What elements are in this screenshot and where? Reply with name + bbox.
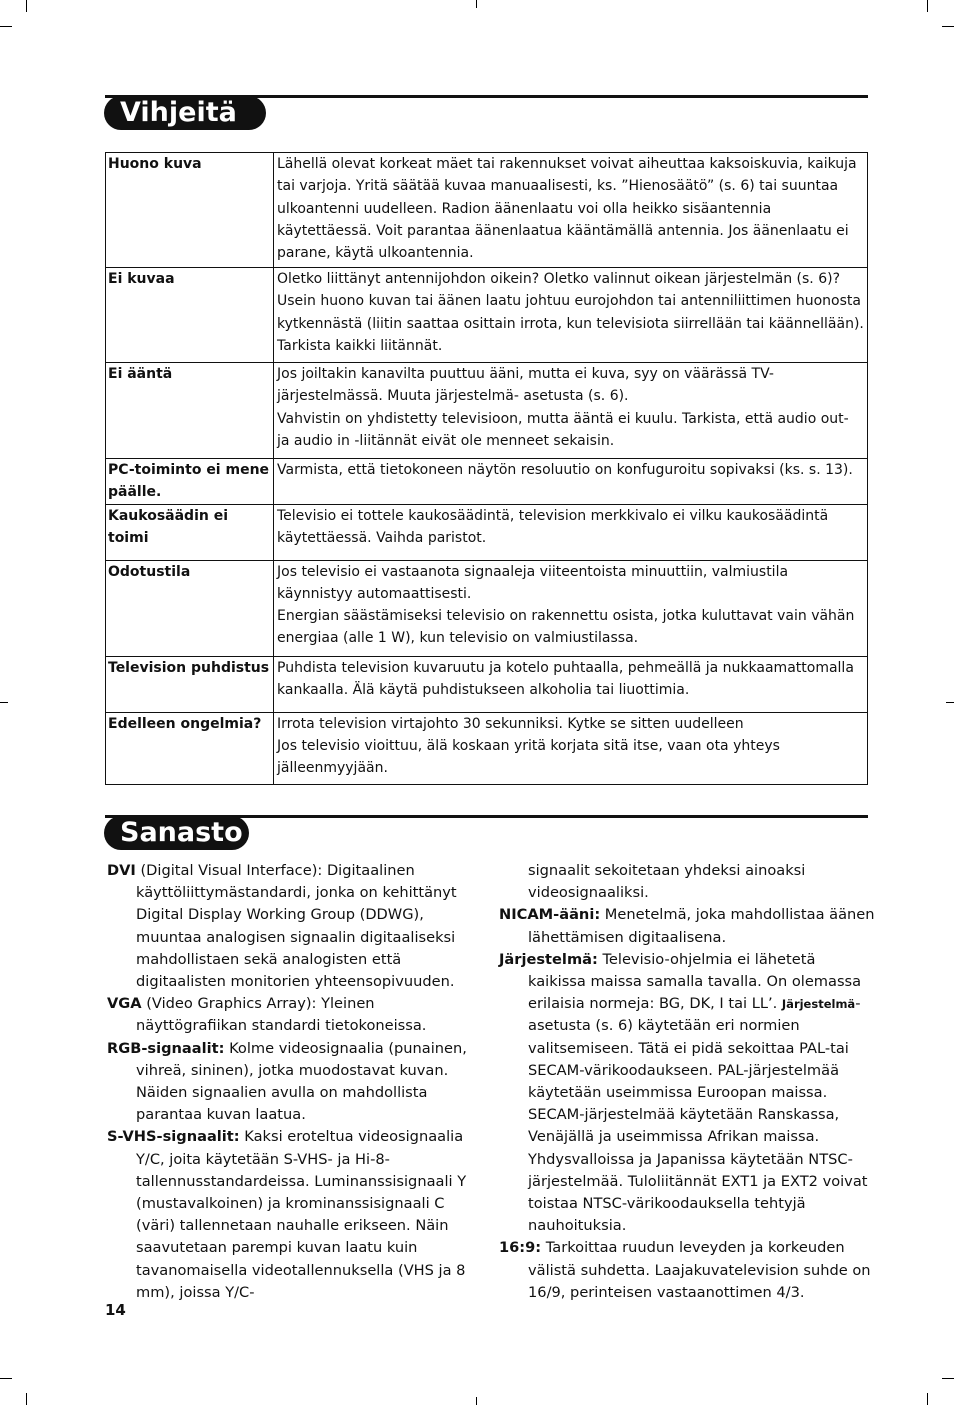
crop-mark	[927, 0, 928, 12]
tip-paragraph: Vahvistin on yhdistetty televisioon, mutta ääntä ei kuulu. Tarkista, että audio out- ja audio in -liitännät eivät ole menneet sekaisin.	[277, 410, 849, 449]
section-title-tips: Vihjeitä	[104, 96, 266, 130]
tip-paragraph: Oletko liittänyt antennijohdon oikein? Oletko valinnut oikean järjestelmän (s. 6)? Usein huono kuvan tai äänen laatu johtuu eurojohdon tai antenniliittimen huonosta kytkennästä (liitin saattaa osittain irrota, kun televisiota siirrellään tai käännellään). Tarkista kaikki liitännät.	[277, 271, 864, 354]
tip-solution	[274, 153, 868, 268]
glossary-entry	[499, 904, 877, 948]
glossary-entry	[499, 1237, 877, 1304]
tip-paragraph: Jos televisio vioittuu, älä koskaan yritä korjata sitä itse, vaan ota yhteys jälleenmyyjään.	[277, 737, 780, 777]
tips-row	[106, 363, 868, 459]
glossary-inline-term: Järjestelmä	[781, 997, 856, 1012]
tip-problem: Ei kuvaa	[106, 268, 274, 363]
tips-table	[105, 152, 868, 785]
glossary-entry	[107, 860, 485, 993]
crop-mark	[476, 0, 477, 8]
glossary-definition: Televisio-ohjelmia ei lähetetä kaikissa maissa samalla tavalla. On olemassa erilaisia normeja: BG, DK, I tai LL’.	[528, 950, 862, 1013]
glossary-term: 16:9:	[499, 1239, 542, 1257]
tip-solution	[274, 268, 868, 363]
glossary-term: NICAM-ääni:	[499, 906, 601, 924]
crop-mark	[0, 1378, 12, 1379]
glossary-definition: (Digital Visual Interface): Digitaalinen käyttöliittymästandardi, jonka on kehittänyt Digital Display Working Group (DDWG), muuntaa analogisen signaalin digitaaliseksi mahdollistaen sekä analogisten että digitaalisten monitorien yhteensopivuuden.	[135, 862, 457, 991]
tips-row	[106, 712, 868, 784]
page-number: 14	[105, 1301, 126, 1319]
glossary-term: VGA	[107, 995, 142, 1013]
tip-paragraph: Varmista, että tietokoneen näytön resoluutio on konfuguroitu sopivaksi (ks. s. 13).	[277, 462, 853, 478]
tip-problem: Television puhdistus	[106, 656, 274, 712]
glossary-entry	[107, 1126, 485, 1304]
glossary-term: S-VHS-signaalit:	[107, 1128, 240, 1146]
crop-mark	[0, 702, 8, 703]
tip-paragraph: Jos joiltakin kanavilta puuttuu ääni, mutta ei kuva, syy on väärässä TV-järjestelmässä. Muuta järjestelmä- asetusta (s. 6).	[277, 366, 774, 405]
tip-paragraph: Puhdista television kuvaruutu ja kotelo puhtaalla, pehmeällä ja nukkaamattomalla kankaalla. Älä käytä puhdistukseen alkoholia tai liuottimia.	[277, 659, 854, 698]
tip-problem: Ei ääntä	[106, 363, 274, 459]
tips-row	[106, 268, 868, 363]
glossary-definition: (Video Graphics Array): Yleinen näyttögrafiikan standardi tietokoneissa.	[136, 995, 427, 1035]
tip-problem: Kaukosäädin ei toimi	[106, 504, 274, 560]
glossary-definition: Kolme videosignaalia (punainen, vihreä, sininen), jotka muodostavat kuvan. Näiden signaalien avulla on mahdollista parantaa kuvan laatua.	[136, 1039, 467, 1124]
glossary-term: DVI	[107, 862, 136, 879]
glossary-definition: Kaksi eroteltua videosignaalia Y/C, joita käytetään S-VHS- ja Hi-8-tallennusstandardeissa. Luminanssisignaali Y (mustavalkoinen) ja krominanssisignaali C (väri) tallennetaan nauhalle erikseen. Näin saavutetaan parempi kuvan laatu kuin tavanomaisella videotallennuksella (VHS ja 8 mm), joissa Y/C-	[136, 1128, 467, 1301]
tip-solution	[274, 560, 868, 656]
tip-paragraph: Jos televisio ei vastaanota signaaleja viiteentoista minuuttiin, valmiustila käynnistyy automaattisesti.	[277, 563, 789, 602]
section-title-glossary: Sanasto	[104, 816, 249, 850]
glossary-right-column	[499, 860, 877, 1304]
tip-problem: PC-toiminto ei mene päälle.	[106, 459, 274, 505]
glossary-definition: -asetusta (s. 6) käytetään eri normien valitsemiseen. Tätä ei pidä sekoittaa PAL-tai SECAM-värikoodaukseen. PAL-järjestelmää käytetään useimmissa Euroopan maissa. SECAM-järjestelmää käytetään Ranskassa, Venäjällä ja useimmissa Afrikan maissa. Yhdysvalloissa ja Japanissa käytetään NTSC-järjestelmää. Tuloliitännät EXT1 ja EXT2 voivat toistaa NTSC-värikoodauksella tehtyjä nauhoituksia.	[528, 995, 868, 1235]
glossary-entry	[107, 993, 485, 1037]
glossary-entry	[107, 1038, 485, 1127]
tips-row	[106, 656, 868, 712]
tips-row	[106, 560, 868, 656]
crop-mark	[942, 1378, 954, 1379]
glossary-definition: Menetelmä, joka mahdollistaa äänen lähettämisen digitaalisena.	[528, 906, 875, 946]
crop-mark	[946, 702, 954, 703]
tips-row	[106, 459, 868, 505]
glossary-term: Järjestelmä:	[499, 950, 598, 968]
glossary-definition: Tarkoittaa ruudun leveyden ja korkeuden välistä suhdetta. Laajakuvatelevision suhde on 16/9, perinteisen vastaanottimen 4/3.	[528, 1239, 871, 1301]
tip-problem: Huono kuva	[106, 153, 274, 268]
tip-paragraph: Televisio ei tottele kaukosäädintä, television merkkivalo ei vilku kaukosäädintä käytettäessä. Vaihda paristot.	[277, 507, 829, 546]
crop-mark	[26, 1393, 27, 1405]
tip-paragraph: Energian säästämiseksi televisio on rakennettu osista, jotka kuluttavat vain vähän energiaa (alle 1 W), kun televisio on valmiustilassa.	[277, 608, 855, 647]
glossary-continuation: signaalit sekoitetaan yhdeksi ainoaksi videosignaaliksi.	[528, 862, 806, 902]
glossary-term: RGB-signaalit:	[107, 1039, 225, 1057]
tip-paragraph: Irrota television virtajohto 30 sekunniksi. Kytke se sitten uudelleen	[277, 715, 744, 732]
tip-solution	[274, 363, 868, 459]
crop-mark	[942, 26, 954, 27]
tips-row	[106, 153, 868, 268]
crop-mark	[927, 1393, 928, 1405]
tips-row	[106, 504, 868, 560]
crop-mark	[26, 0, 27, 12]
tip-solution	[274, 459, 868, 505]
crop-mark	[476, 1397, 477, 1405]
tip-paragraph: Lähellä olevat korkeat mäet tai rakennukset voivat aiheuttaa kaksoiskuvia, kaikuja tai varjoja. Yritä säätää kuvaa manuaalisesti, ks. ”Hienosäätö” (s. 6) tai suuntaa ulkoantenni uudelleen. Radion äänenlaatu voi olla heikko sisäantennia käytettäessä. Voit parantaa äänenlaatua kääntämällä antennia. Jos äänenlaatu ei parane, käytä ulkoantennia.	[277, 156, 857, 262]
crop-mark	[0, 26, 12, 27]
tip-problem: Edelleen ongelmia?	[106, 712, 274, 784]
glossary-left-column	[107, 860, 485, 1304]
tip-solution	[274, 504, 868, 560]
glossary-entry	[499, 949, 877, 1238]
tip-problem: Odotustila	[106, 560, 274, 656]
tip-solution	[274, 712, 868, 784]
tip-solution	[274, 656, 868, 712]
